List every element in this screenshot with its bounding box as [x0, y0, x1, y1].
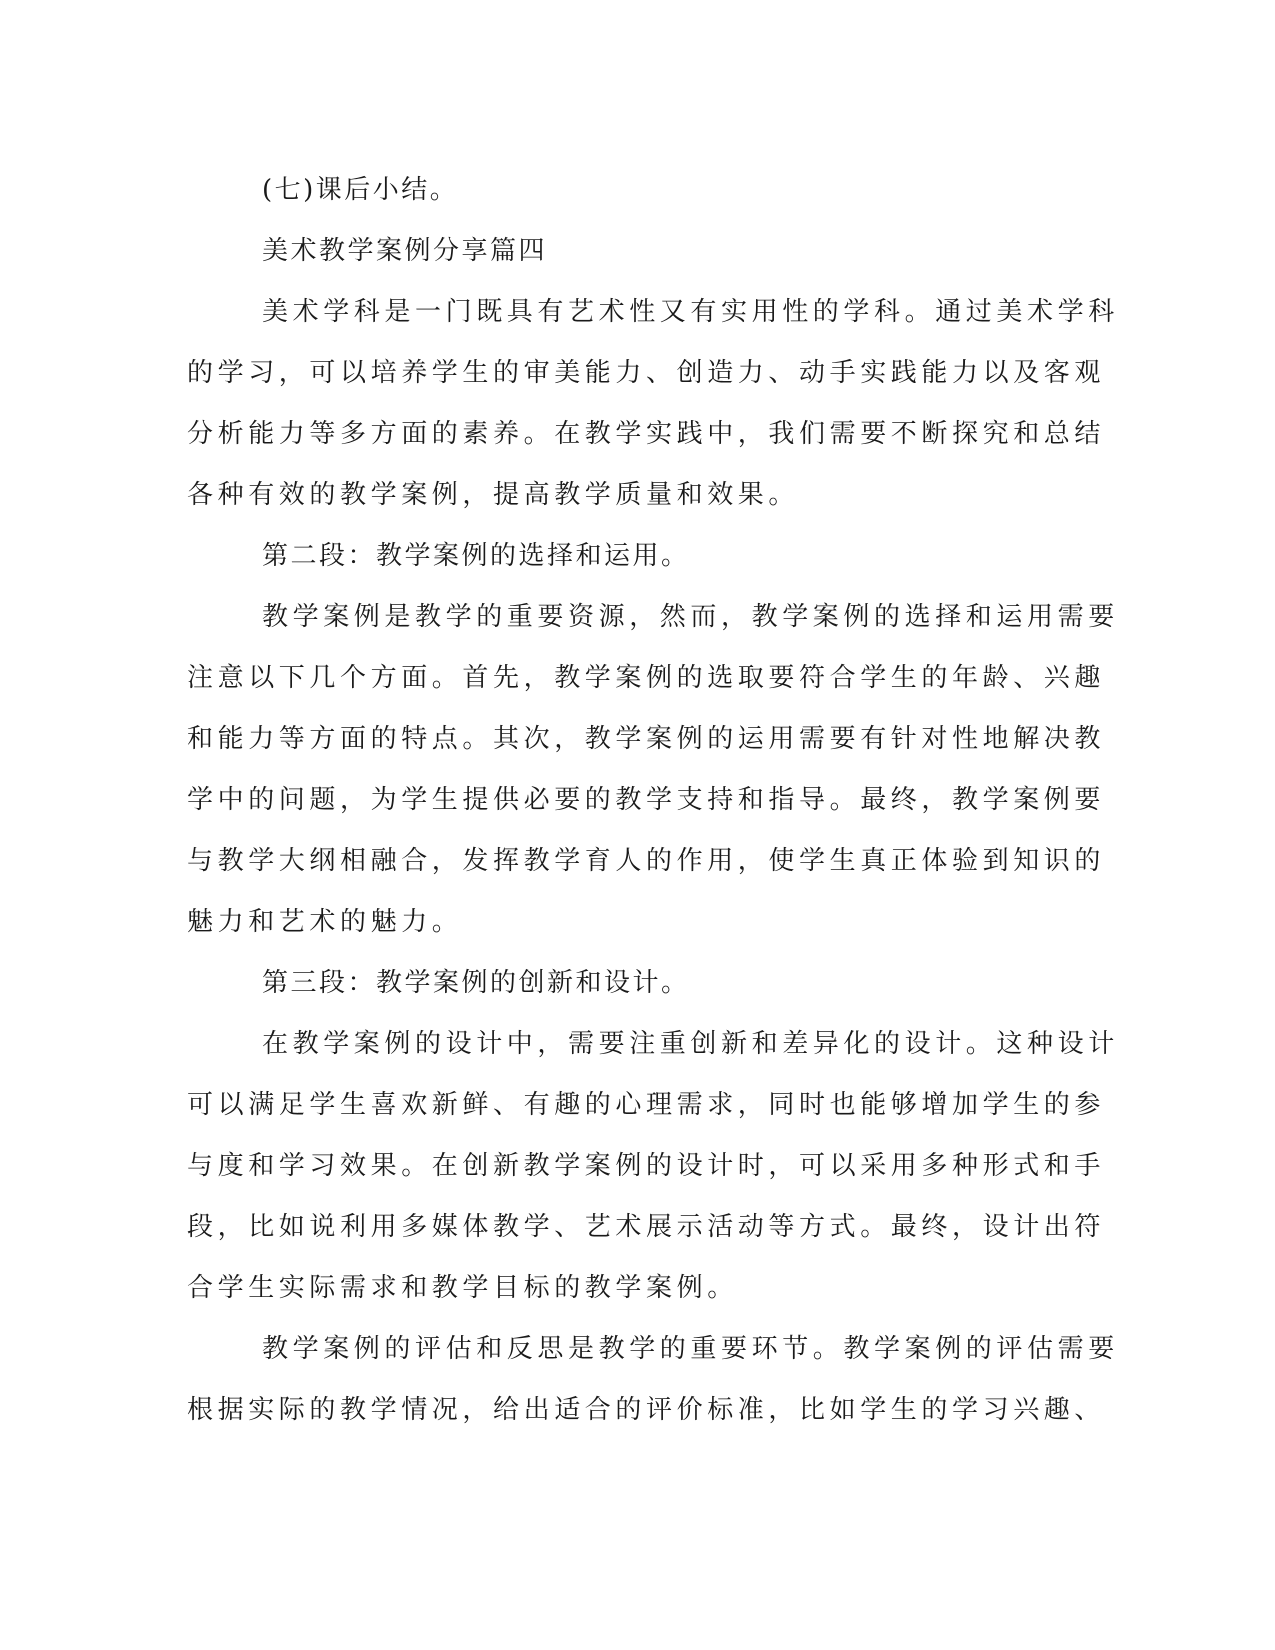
section-heading-innovation: 第三段：教学案例的创新和设计。 [262, 968, 690, 998]
paragraph-line: 与度和学习效果。在创新教学案例的设计时，可以采用多种形式和手 [187, 1151, 1106, 1181]
paragraph-line: 美术学科是一门既具有艺术性又有实用性的学科。通过美术学科 [262, 297, 1119, 327]
paragraph-line: 各种有效的教学案例，提高教学质量和效果。 [187, 480, 800, 510]
section-heading-course-summary: (七)课后小结。 [262, 175, 459, 205]
paragraph-innovation [187, 1014, 1119, 1319]
paragraph-line: 可以满足学生喜欢新鲜、有趣的心理需求，同时也能够增加学生的参 [187, 1090, 1106, 1120]
paragraph-line: 根据实际的教学情况，给出适合的评价标准，比如学生的学习兴趣、 [187, 1395, 1106, 1425]
paragraph-selection [187, 587, 1119, 953]
paragraph-line: 与教学大纲相融合，发挥教学育人的作用，使学生真正体验到知识的 [187, 846, 1106, 876]
paragraph-line: 的学习，可以培养学生的审美能力、创造力、动手实践能力以及客观 [187, 358, 1106, 388]
paragraph-line: 魅力和艺术的魅力。 [187, 907, 463, 937]
paragraph-line: 段，比如说利用多媒体教学、艺术展示活动等方式。最终，设计出符 [187, 1212, 1106, 1242]
paragraph-line: 分析能力等多方面的素养。在教学实践中，我们需要不断探究和总结 [187, 419, 1106, 449]
article-title: 美术教学案例分享篇四 [262, 236, 548, 266]
paragraph-line: 在教学案例的设计中，需要注重创新和差异化的设计。这种设计 [262, 1029, 1119, 1059]
paragraph-intro [187, 282, 1119, 526]
section-heading-selection: 第二段：教学案例的选择和运用。 [262, 541, 690, 571]
paragraph-line: 教学案例是教学的重要资源，然而，教学案例的选择和运用需要 [262, 602, 1119, 632]
paragraph-evaluation [187, 1319, 1119, 1441]
paragraph-line: 和能力等方面的特点。其次，教学案例的运用需要有针对性地解决教 [187, 724, 1106, 754]
paragraph-line: 合学生实际需求和教学目标的教学案例。 [187, 1273, 738, 1303]
paragraph-line: 教学案例的评估和反思是教学的重要环节。教学案例的评估需要 [262, 1334, 1119, 1364]
document-body [187, 160, 1119, 1441]
paragraph-line: 学中的问题，为学生提供必要的教学支持和指导。最终，教学案例要 [187, 785, 1106, 815]
paragraph-line: 注意以下几个方面。首先，教学案例的选取要符合学生的年龄、兴趣 [187, 663, 1106, 693]
